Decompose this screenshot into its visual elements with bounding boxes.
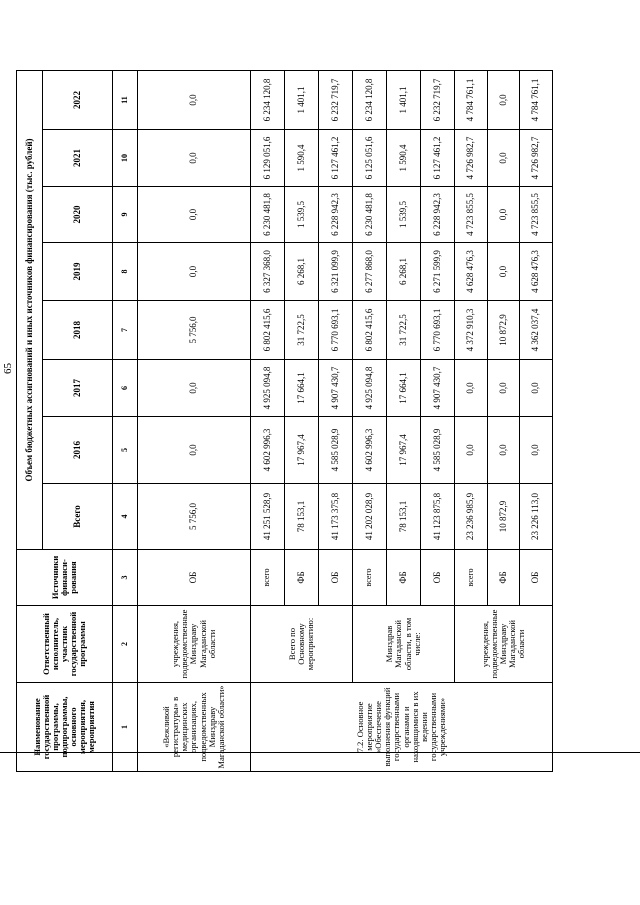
value-cell: 31 722,5 (285, 301, 319, 360)
value-cell: 4 784 761,1 (455, 71, 488, 130)
value-cell: 6 321 099,9 (319, 243, 353, 301)
source-cell: всего (251, 550, 285, 606)
header-year: 2017 (43, 360, 113, 417)
column-number: 6 (113, 360, 138, 417)
value-cell: 1 590,4 (285, 130, 319, 187)
value-cell: 1 590,4 (387, 130, 421, 187)
value-cell: 0,0 (488, 360, 520, 417)
total-cell: 78 153,1 (285, 484, 319, 550)
value-cell: 6 268,1 (285, 243, 319, 301)
value-cell: 4 925 094,8 (353, 360, 387, 417)
value-cell: 4 726 982,7 (455, 130, 488, 187)
value-cell: 6 268,1 (387, 243, 421, 301)
value-cell: 6 127 461,2 (319, 130, 353, 187)
value-cell: 0,0 (488, 243, 520, 301)
executor-cell: учреждения, подведомственные Минздраву Магаданской области (455, 606, 553, 683)
value-cell: 4 925 094,8 (251, 360, 285, 417)
header-year: 2021 (43, 130, 113, 187)
value-cell: 17 967,4 (387, 417, 421, 484)
value-cell: 0,0 (138, 360, 251, 417)
value-cell: 1 539,5 (285, 187, 319, 243)
executor-cell: Всего по Основному мероприятию: (251, 606, 353, 683)
value-cell: 0,0 (138, 71, 251, 130)
value-cell: 0,0 (138, 417, 251, 484)
value-cell: 17 664,1 (285, 360, 319, 417)
total-cell: 23 236 985,9 (455, 484, 488, 550)
source-cell: ФБ (387, 550, 421, 606)
value-cell: 0,0 (520, 417, 553, 484)
executor-cell: учреждения, подведомственные Минздраву Магаданской области (138, 606, 251, 683)
total-cell: 41 123 875,8 (421, 484, 455, 550)
table-row (138, 71, 251, 772)
value-cell: 4 784 761,1 (520, 71, 553, 130)
value-cell: 0,0 (520, 360, 553, 417)
column-number: 7 (113, 301, 138, 360)
column-number: 1 (113, 683, 138, 772)
column-number: 5 (113, 417, 138, 484)
table-row (251, 71, 285, 772)
value-cell: 1 401,1 (285, 71, 319, 130)
value-cell: 4 628 476,3 (455, 243, 488, 301)
header-row-top (17, 71, 43, 772)
total-cell: 5 756,0 (138, 484, 251, 550)
value-cell: 0,0 (488, 71, 520, 130)
value-cell: 6 228 942,3 (421, 187, 455, 243)
value-cell: 6 277 868,0 (353, 243, 387, 301)
financing-table (16, 70, 553, 772)
value-cell: 4 362 037,4 (520, 301, 553, 360)
value-cell: 31 722,5 (387, 301, 421, 360)
total-cell: 10 872,9 (488, 484, 520, 550)
value-cell: 6 327 368,0 (251, 243, 285, 301)
value-cell: 4 907 430,7 (421, 360, 455, 417)
total-cell: 23 226 113,0 (520, 484, 553, 550)
value-cell: 0,0 (488, 417, 520, 484)
column-numbers-row (113, 71, 138, 772)
header-year: 2022 (43, 71, 113, 130)
column-number: 10 (113, 130, 138, 187)
source-cell: всего (353, 550, 387, 606)
source-cell: ОБ (138, 550, 251, 606)
value-cell: 6 232 719,7 (421, 71, 455, 130)
value-cell: 0,0 (138, 130, 251, 187)
column-number: 4 (113, 484, 138, 550)
value-cell: 0,0 (138, 243, 251, 301)
header-year: 2016 (43, 417, 113, 484)
value-cell: 6 234 120,8 (251, 71, 285, 130)
total-cell: 78 153,1 (387, 484, 421, 550)
value-cell: 4 602 996,3 (353, 417, 387, 484)
value-cell: 6 228 942,3 (319, 187, 353, 243)
value-cell: 6 770 693,1 (421, 301, 455, 360)
value-cell: 0,0 (138, 187, 251, 243)
value-cell: 0,0 (488, 187, 520, 243)
value-cell: 6 230 481,8 (353, 187, 387, 243)
value-cell: 17 664,1 (387, 360, 421, 417)
header-sources: Источники финанси-рования (17, 550, 113, 606)
header-name: Наименование государственной программы, подпрограммы, основного мероприятия, мероприятия (17, 683, 113, 772)
value-cell: 0,0 (488, 130, 520, 187)
column-number: 11 (113, 71, 138, 130)
source-cell: ОБ (319, 550, 353, 606)
total-cell: 41 173 375,8 (319, 484, 353, 550)
value-cell: 4 907 430,7 (319, 360, 353, 417)
column-number: 3 (113, 550, 138, 606)
header-total: Всего (43, 484, 113, 550)
measure-name-cell: 7.2. Основное мероприятие «Обеспечение выполнения функций государственными органами и находящимися в их ведении государственными учреждениями» (251, 683, 553, 772)
value-cell: 4 372 910,3 (455, 301, 488, 360)
source-cell: ОБ (421, 550, 455, 606)
value-cell: 4 585 028,9 (319, 417, 353, 484)
source-cell: ФБ (285, 550, 319, 606)
value-cell: 6 234 120,8 (353, 71, 387, 130)
header-year: 2018 (43, 301, 113, 360)
total-cell: 41 251 528,9 (251, 484, 285, 550)
value-cell: 6 125 051,6 (353, 130, 387, 187)
header-year: 2020 (43, 187, 113, 243)
column-number: 9 (113, 187, 138, 243)
source-cell: ФБ (488, 550, 520, 606)
value-cell: 0,0 (455, 417, 488, 484)
executor-cell: Минздрав Магаданской области, в том числе: (353, 606, 455, 683)
value-cell: 1 401,1 (387, 71, 421, 130)
value-cell: 5 756,0 (138, 301, 251, 360)
column-number: 8 (113, 243, 138, 301)
page-number: 65 (2, 363, 14, 374)
page-divider-line (0, 752, 640, 753)
value-cell: 6 129 051,6 (251, 130, 285, 187)
program-name-cell: «Вежливой регистратуры» в медицинских организациях, подведомственных Минздраву Магаданской области» (138, 683, 251, 772)
value-cell: 10 872,9 (488, 301, 520, 360)
value-cell: 4 723 855,5 (455, 187, 488, 243)
value-cell: 0,0 (455, 360, 488, 417)
table-row (455, 71, 488, 772)
value-cell: 4 726 982,7 (520, 130, 553, 187)
header-year: 2019 (43, 243, 113, 301)
source-cell: всего (455, 550, 488, 606)
value-cell: 6 232 719,7 (319, 71, 353, 130)
header-executor: Ответственный исполнитель, участник государственной программы (17, 606, 113, 683)
value-cell: 1 539,5 (387, 187, 421, 243)
value-cell: 6 271 599,9 (421, 243, 455, 301)
column-number: 2 (113, 606, 138, 683)
table-row (353, 71, 387, 772)
total-cell: 41 202 028,9 (353, 484, 387, 550)
value-cell: 6 230 481,8 (251, 187, 285, 243)
header-volume: Объем бюджетных ассигнований и иных источников финансирования (тыс. рублей) (17, 71, 43, 550)
value-cell: 4 585 028,9 (421, 417, 455, 484)
value-cell: 6 770 693,1 (319, 301, 353, 360)
value-cell: 4 628 476,3 (520, 243, 553, 301)
source-cell: ОБ (520, 550, 553, 606)
value-cell: 6 802 415,6 (353, 301, 387, 360)
value-cell: 6 127 461,2 (421, 130, 455, 187)
value-cell: 17 967,4 (285, 417, 319, 484)
value-cell: 6 802 415,6 (251, 301, 285, 360)
value-cell: 4 723 855,5 (520, 187, 553, 243)
value-cell: 4 602 996,3 (251, 417, 285, 484)
